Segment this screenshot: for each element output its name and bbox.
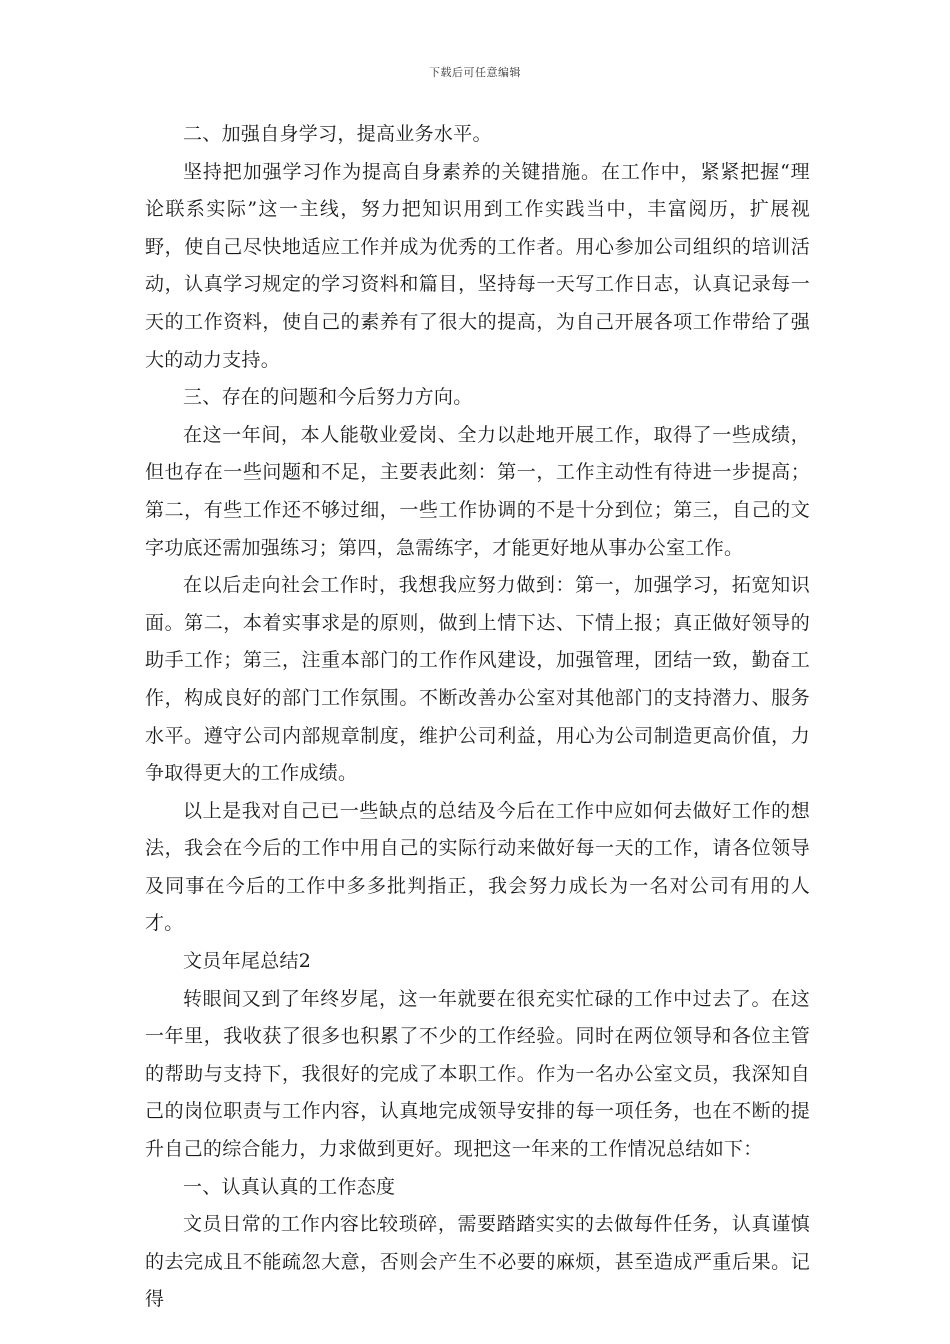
body-paragraph: 在以后走向社会工作时，我想我应努力做到：第一，加强学习，拓宽知识面。第二，本着实事求是的原则，做到上情下达、下情上报；真正做好领导的助手工作；第三，注重本部门的工作作风建设，加强管理，团结一致，勤奋工作，构成良好的部门工作氛围。不断改善办公室对其他部门的支持潜力、服务水平。遵守公司内部规章制度，维护公司利益，用心为公司制造更高价值，力争取得更大的工作成绩。: [145, 574, 810, 785]
page-header: 下载后可任意编辑: [429, 66, 521, 79]
body-paragraph: 坚持把加强学习作为提高自身素养的关键措施。在工作中，紧紧把握“理论联系实际”这一主线，努力把知识用到工作实践当中，丰富阅历，扩展视野，使自己尽快地适应工作并成为优秀的工作者。用心参加公司组织的培训活动，认真学习规定的学习资料和篇目，坚持每一天写工作日志，认真记录每一天的工作资料，使自己的素养有了很大的提高，为自己开展各项工作带给了强大的动力支持。: [145, 160, 810, 371]
body-paragraph: 文员日常的工作内容比较琐碎，需要踏踏实实的去做每件任务，认真谨慎的去完成且不能疏忽大意，否则会产生不必要的麻烦，甚至造成严重后果。记得: [145, 1213, 810, 1311]
document-subtitle: 文员年尾总结2: [183, 950, 312, 973]
body-paragraph: 以上是我对自己已一些缺点的总结及今后在工作中应如何去做好工作的想法，我会在今后的工作中用自己的实际行动来做好每一天的工作，请各位领导及同事在今后的工作中多多批判指正，我会努力成长为一名对公司有用的人才。: [145, 799, 810, 935]
body-paragraph: 转眼间又到了年终岁尾，这一年就要在很充实忙碌的工作中过去了。在这一年里，我收获了很多也积累了不少的工作经验。同时在两位领导和各位主管的帮助与支持下，我很好的完成了本职工作。作为一名办公室文员，我深知自己的岗位职责与工作内容，认真地完成领导安排的每一项任务，也在不断的提升自己的综合能力，力求做到更好。现把这一年来的工作情况总结如下：: [145, 987, 810, 1161]
section-heading-2: 二、加强自身学习，提高业务水平。: [183, 123, 492, 145]
document-body: [145, 116, 810, 1319]
body-paragraph: 在这一年间，本人能敬业爱岗、全力以赴地开展工作，取得了一些成绩，但也存在一些问题和不足，主要表此刻：第一，工作主动性有待进一步提高；第二，有些工作还不够过细，一些工作协调的不是十分到位；第三，自己的文字功底还需加强练习；第四，急需练字，才能更好地从事办公室工作。: [145, 423, 810, 559]
section-heading-3: 三、存在的问题和今后努力方向。: [183, 386, 473, 409]
section-heading-1: 一、认真认真的工作态度: [183, 1175, 396, 1198]
